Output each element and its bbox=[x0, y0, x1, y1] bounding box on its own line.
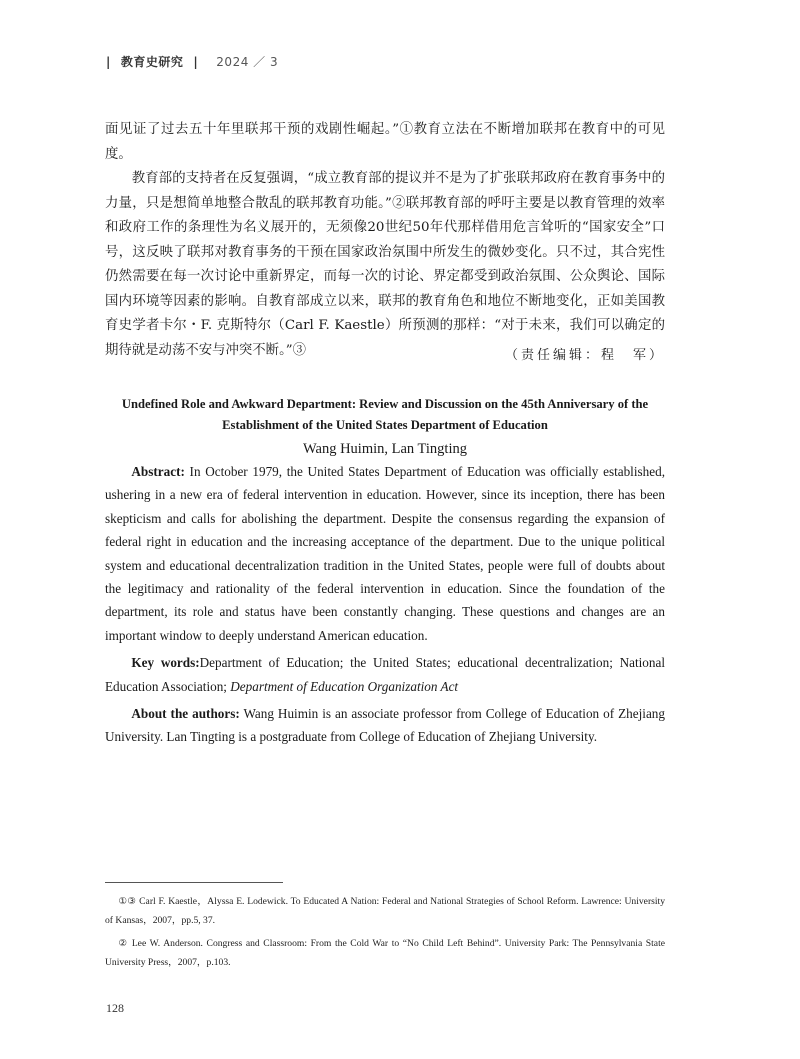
abstract-paragraph bbox=[105, 460, 665, 647]
about-authors-text: Wang Huimin is an associate professor from College of Education of Zhejiang University. Lan Tingting is a postgraduate from College of Education of Zhejiang University. bbox=[105, 706, 665, 745]
keywords-text: Department of Education; the United States; educational decentralization; National Education Association; bbox=[105, 655, 665, 694]
journal-name: 教育史研究 bbox=[120, 55, 184, 69]
english-authors: Wang Huimin, Lan Tingting bbox=[303, 441, 467, 457]
keywords-paragraph bbox=[105, 651, 665, 698]
keywords-label: Key words: bbox=[131, 655, 200, 671]
running-header bbox=[106, 53, 278, 70]
header-separator: | bbox=[193, 54, 199, 69]
header-separator: | bbox=[106, 54, 111, 69]
footnote: ② Lee W. Anderson. Congress and Classroom: From the Cold War to “No Child Left Behind”. University Park: The Pennsylvania State University Press，2007，p.103. bbox=[105, 938, 665, 968]
english-abstract bbox=[105, 394, 665, 749]
english-title: Undefined Role and Awkward Department: Review and Discussion on the 45th Anniversary of the Establishment of the United States Department of Education bbox=[121, 397, 649, 432]
editor-note: （责任编辑：程 军） bbox=[504, 348, 665, 363]
issue-label: 2024 ／ 3 bbox=[216, 55, 279, 69]
about-authors-paragraph bbox=[105, 702, 665, 749]
body-paragraph: 面见证了过去五十年里联邦干预的戏剧性崛起。”①教育立法在不断增加联邦在教育中的可见度。 bbox=[105, 122, 665, 162]
abstract-text: In October 1979, the United States Department of Education was officially established, ushering in a new era of federal intervention in education. However, since its inception, there has been skepticism and calls for abolishing the department. Despite the consensus regarding the expansion of federal right in education and the increasing acceptance of the department. Due to the unique political system and educational decentralization tradition in the United States, people were full of doubts about the legitimacy and rationality of the federal intervention in education. Since the foundation of the department, its role and status have been constantly changing. These questions and changes are an important window to deeply understand American education. bbox=[105, 464, 665, 643]
chinese-body-text bbox=[105, 118, 665, 363]
keywords-italic: Department of Education Organization Act bbox=[230, 678, 459, 694]
footnote-divider bbox=[105, 882, 283, 883]
footnotes bbox=[105, 892, 665, 972]
about-authors-label: About the authors: bbox=[131, 706, 240, 722]
footnote: ①③ Carl F. Kaestle，Alyssa E. Lodewick. To Educated A Nation: Federal and National Strategies of School Reform. Lawrence: University of Kansas，2007，pp.5, 37. bbox=[105, 896, 665, 926]
page-number: 128 bbox=[106, 1001, 124, 1015]
body-paragraph: 教育部的支持者在反复强调，“成立教育部的提议并不是为了扩张联邦政府在教育事务中的力量，只是想简单地整合散乱的联邦教育功能。”②联邦教育部的呼吁主要是以教育管理的效率和政府工作的条理性为名义展开的，无须像20世纪50年代那样借用危言耸听的“国家安全”口号，这反映了联邦对教育事务的干预在国家政治氛围中所发生的微妙变化。只不过，其合宪性仍然需要在每一次讨论中重新界定，而每一次的讨论、界定都受到政治氛围、公众舆论、国际国内环境等因素的影响。自教育部成立以来，联邦的教育角色和地位不断地变化，正如美国教育史学者卡尔・F. 克斯特尔（Carl F. Kaestle）所预测的那样：“对于未来，我们可以确定的期待就是动荡不安与冲突不断。”③ bbox=[105, 171, 665, 358]
abstract-label: Abstract: bbox=[131, 464, 185, 479]
